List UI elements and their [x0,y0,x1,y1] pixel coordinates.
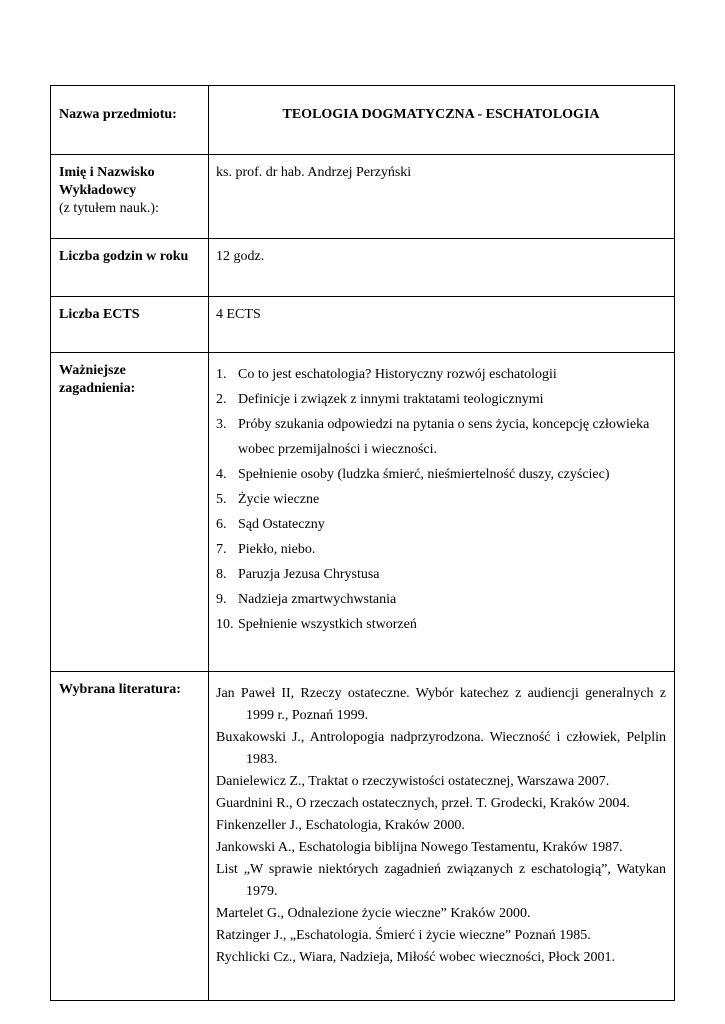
topics-list [216,362,666,637]
subject-label: Nazwa przedmiotu: [51,86,209,155]
topic-number: 3. [216,417,227,432]
lecturer-value: ks. prof. dr hab. Andrzej Perzyński [209,155,675,239]
topic-text: Paruzja Jezusa Chrystusa [238,567,380,582]
ects-value: 4 ECTS [209,297,675,353]
lecturer-label-line-1: Imię i Nazwisko [59,165,155,180]
literature-list [209,672,675,1001]
lecturer-label-line-3: (z tytułem nauk.): [59,201,159,216]
topic-number: 4. [216,467,227,482]
lecturer-label-line-2: Wykładowcy [59,183,137,198]
topic-number: 6. [216,517,227,532]
subject-value: TEOLOGIA DOGMATYCZNA - ESCHATOLOGIA [209,86,675,155]
topics-label: Ważniejsze zagadnienia: [51,353,209,672]
topic-number: 5. [216,492,227,507]
literature-label: Wybrana literatura: [51,672,209,1001]
hours-row [51,239,675,297]
topic-number: 7. [216,542,227,557]
ects-label: Liczba ECTS [51,297,209,353]
literature-item: Guardnini R., O rzeczach ostatecznych, przeł. T. Grodecki, Kraków 2004. [216,796,630,811]
topic-text: Spełnienie wszystkich stworzeń [238,617,417,632]
topic-item [216,412,666,462]
topics-value [209,353,675,672]
topic-number: 1. [216,367,227,382]
topic-text: Próby szukania odpowiedzi na pytania o sens życia, koncepcję człowieka wobec przemijalności i wieczności. [238,417,650,457]
hours-value: 12 godz. [209,239,675,297]
topic-number: 9. [216,592,227,607]
ects-row [51,297,675,353]
topic-number: 8. [216,567,227,582]
topic-item [216,387,666,412]
subject-row [51,86,675,155]
topic-item [216,562,666,587]
lecturer-label [51,155,209,239]
topic-text: Sąd Ostateczny [238,517,325,532]
topic-item [216,612,666,637]
literature-item: Buxakowski J., Antrolopogia nadprzyrodzona. Wieczność i człowiek, Pelplin 1983. [216,730,666,767]
topic-text: Nadzieja zmartwychwstania [238,592,397,607]
hours-label: Liczba godzin w roku [51,239,209,297]
literature-row [51,672,675,1001]
topic-item [216,362,666,387]
topic-item [216,537,666,562]
topic-text: Definicje i związek z innymi traktatami teologicznymi [238,392,544,407]
topic-text: Spełnienie osoby (ludzka śmierć, nieśmiertelność duszy, czyściec) [238,467,610,482]
literature-item: Danielewicz Z., Traktat o rzeczywistości ostatecznej, Warszawa 2007. [216,774,610,789]
topic-item [216,462,666,487]
topic-text: Życie wieczne [238,492,320,507]
literature-item: Jan Paweł II, Rzeczy ostateczne. Wybór katechez z audiencji generalnych z 1999 r., Poznań 1999. [216,686,666,723]
literature-item: Ratzinger J., „Eschatologia. Śmierć i życie wieczne” Poznań 1985. [216,928,591,943]
topics-row [51,353,675,672]
literature-item: Finkenzeller J., Eschatologia, Kraków 2000. [216,818,465,833]
literature-item: List „W sprawie niektórych zagadnień związanych z eschatologią”, Watykan 1979. [216,862,666,899]
topic-number: 10. [216,617,234,632]
lecturer-row [51,155,675,239]
topic-item [216,512,666,537]
syllabus-table [50,85,675,1001]
topic-text: Piekło, niebo. [238,542,316,557]
literature-item: Jankowski A., Eschatologia biblijna Nowego Testamentu, Kraków 1987. [216,840,623,855]
literature-item: Rychlicki Cz., Wiara, Nadzieja, Miłość wobec wieczności, Płock 2001. [216,950,616,965]
topic-item [216,487,666,512]
topic-number: 2. [216,392,227,407]
topic-text: Co to jest eschatologia? Historyczny rozwój eschatologii [238,367,557,382]
topic-item [216,587,666,612]
literature-item: Martelet G., Odnalezione życie wieczne” Kraków 2000. [216,906,531,921]
